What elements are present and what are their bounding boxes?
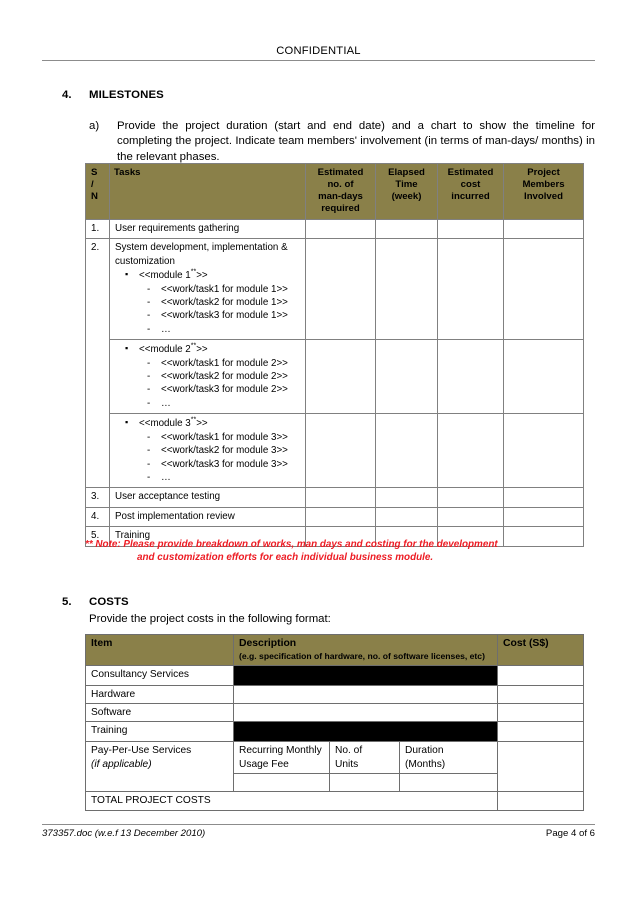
payperuse-cost[interactable] — [498, 742, 584, 792]
module-footnote-marker: ** — [190, 342, 197, 350]
total-project-costs-value[interactable] — [498, 792, 584, 810]
cell-estimated-cost[interactable] — [438, 220, 504, 239]
list-item: - <<work/task3 for module 2>> — [139, 383, 301, 396]
row-task-modules — [110, 340, 306, 414]
payperuse-subheader-duration — [400, 742, 498, 774]
payperuse-subheader-units — [330, 742, 400, 774]
costs-col-header-item-label: Item — [91, 638, 113, 649]
costs-row-cost[interactable] — [498, 722, 584, 742]
cell-project-members[interactable] — [504, 340, 584, 414]
table-row — [86, 685, 584, 703]
col-header-sn — [86, 164, 110, 220]
section-milestones-title: MILESTONES — [89, 89, 164, 101]
row-sn: 2. — [86, 239, 110, 488]
module-task-list — [139, 357, 301, 411]
list-item: - <<work/task1 for module 3>> — [139, 431, 301, 444]
row-sn: 5. — [86, 527, 110, 546]
col-header-sn-line2: / — [91, 179, 94, 190]
row-task: Training — [110, 527, 306, 546]
payperuse-subheader-units-line2: Units — [335, 758, 359, 770]
table-row — [86, 239, 584, 340]
col-header-cost-line1: Estimated — [447, 167, 494, 178]
payperuse-value-recurring-fee[interactable] — [234, 774, 330, 792]
confidential-label: CONFIDENTIAL — [276, 45, 361, 57]
footer-document-id: 373357.doc (w.e.f 13 December 2010) — [42, 828, 206, 839]
cell-elapsed-time[interactable] — [376, 220, 438, 239]
module-footnote-marker: ** — [190, 417, 197, 425]
costs-col-header-description-sub: (e.g. specification of hardware, no. of software licenses, etc) — [239, 651, 485, 662]
section-costs-heading — [0, 595, 637, 611]
costs-row-cost[interactable] — [498, 665, 584, 685]
table-row — [86, 340, 584, 414]
row-sn: 4. — [86, 507, 110, 526]
page-footer — [42, 824, 595, 839]
costs-row-item: Hardware — [86, 685, 234, 703]
costs-row-description-redacted[interactable] — [234, 665, 498, 685]
payperuse-note: (if applicable) — [91, 758, 152, 770]
cell-estimated-cost[interactable] — [438, 488, 504, 507]
module-list — [115, 343, 301, 410]
costs-col-header-cost — [498, 635, 584, 666]
footer-divider — [42, 824, 595, 825]
col-header-cost-line3: incurred — [451, 191, 490, 202]
section-milestones-number: 4. — [62, 89, 72, 101]
milestones-table-wrapper — [85, 163, 583, 547]
row-task: User acceptance testing — [110, 488, 306, 507]
list-item: - <<work/task1 for module 2>> — [139, 357, 301, 370]
milestones-table-head — [86, 164, 584, 220]
payperuse-value-units[interactable] — [330, 774, 400, 792]
module-label: <<module 3 — [139, 418, 191, 430]
payperuse-value-duration[interactable] — [400, 774, 498, 792]
costs-row-cost[interactable] — [498, 685, 584, 703]
col-header-mandays-line3: man-days — [318, 191, 363, 202]
module-label-suffix: >> — [196, 270, 208, 282]
module-label-suffix: >> — [196, 418, 208, 430]
row-sn: 1. — [86, 220, 110, 239]
cell-elapsed-time[interactable] — [376, 340, 438, 414]
costs-row-description[interactable] — [234, 685, 498, 703]
section-costs-number: 5. — [62, 596, 72, 608]
list-item — [115, 343, 301, 410]
footer-row — [42, 828, 595, 839]
cell-elapsed-time[interactable] — [376, 488, 438, 507]
table-row — [86, 414, 584, 488]
col-header-members-line2: Members — [522, 179, 565, 190]
list-item — [115, 417, 301, 484]
col-header-mandays-line4: required — [321, 203, 360, 214]
milestones-table-body — [86, 220, 584, 547]
list-item: - <<work/task3 for module 3>> — [139, 458, 301, 471]
row-task-title: System development, implementation & customization — [115, 242, 288, 267]
redaction-bar — [239, 724, 493, 739]
cell-elapsed-time[interactable] — [376, 507, 438, 526]
col-header-estimated-mandays — [306, 164, 376, 220]
milestones-header-row — [86, 164, 584, 220]
module-label-suffix: >> — [196, 344, 208, 356]
costs-row-item: Training — [86, 722, 234, 742]
total-project-costs-label: TOTAL PROJECT COSTS — [86, 792, 498, 810]
costs-row-description-redacted[interactable] — [234, 722, 498, 742]
list-item: - … — [139, 323, 301, 336]
payperuse-subheader-duration-line2: (Months) — [405, 758, 446, 770]
costs-col-header-description — [234, 635, 498, 666]
section-costs — [0, 595, 637, 627]
cell-project-members[interactable] — [504, 239, 584, 340]
costs-col-header-description-label: Description — [239, 638, 297, 649]
cell-elapsed-time[interactable] — [376, 414, 438, 488]
payperuse-subheader-duration-line1: Duration — [405, 745, 444, 757]
payperuse-subheader-recurring-fee-line1: Recurring Monthly — [239, 745, 322, 757]
cell-estimated-mandays[interactable] — [306, 507, 376, 526]
col-header-elapsed-time — [376, 164, 438, 220]
cell-estimated-mandays[interactable] — [306, 220, 376, 239]
section-costs-title: COSTS — [89, 596, 129, 608]
running-header — [42, 44, 595, 61]
module-task-list — [139, 283, 301, 337]
cell-estimated-cost[interactable] — [438, 507, 504, 526]
cell-project-members[interactable] — [504, 488, 584, 507]
table-row-total — [86, 792, 584, 810]
cell-estimated-cost[interactable] — [438, 414, 504, 488]
module-list — [115, 269, 301, 336]
costs-col-header-item — [86, 635, 234, 666]
milestones-note-line2: and customization efforts for each individual business module. — [137, 552, 434, 564]
module-footnote-marker: ** — [190, 268, 197, 276]
module-label: <<module 2 — [139, 344, 191, 356]
header-divider — [42, 60, 595, 61]
milestones-item-a-marker: a) — [89, 120, 100, 132]
list-item: - <<work/task2 for module 3>> — [139, 444, 301, 457]
table-row — [86, 722, 584, 742]
section-costs-intro: Provide the project costs in the following format: — [89, 613, 331, 625]
milestones-note — [85, 538, 585, 564]
table-row — [86, 507, 584, 526]
row-task-modules — [110, 414, 306, 488]
col-header-members-line3: Involved — [524, 191, 563, 202]
payperuse-label: Pay-Per-Use Services — [91, 745, 192, 757]
footer-page-number: Page 4 of 6 — [545, 828, 595, 839]
milestones-item-a — [89, 119, 595, 165]
col-header-sn-line1: S — [91, 167, 98, 178]
cell-estimated-mandays[interactable] — [306, 488, 376, 507]
costs-row-item: Consultancy Services — [86, 665, 234, 685]
cell-project-members[interactable] — [504, 414, 584, 488]
col-header-cost-line2: cost — [460, 179, 481, 190]
cell-estimated-cost[interactable] — [438, 340, 504, 414]
costs-header-row — [86, 635, 584, 666]
section-milestones — [0, 88, 637, 165]
col-header-sn-line3: N — [91, 191, 98, 202]
module-list — [115, 417, 301, 484]
costs-row-item-payperuse — [86, 742, 234, 792]
payperuse-subheader-units-line1: No. of — [335, 745, 363, 757]
cell-project-members[interactable] — [504, 220, 584, 239]
redaction-bar — [239, 668, 493, 683]
col-header-members-line1: Project — [527, 167, 560, 178]
col-header-project-members — [504, 164, 584, 220]
costs-row-cost[interactable] — [498, 704, 584, 722]
costs-row-description[interactable] — [234, 704, 498, 722]
costs-table-wrapper — [85, 634, 583, 811]
cell-elapsed-time[interactable] — [376, 239, 438, 340]
table-row — [86, 665, 584, 685]
module-task-list — [139, 431, 301, 485]
col-header-elapsed-line3: (week) — [391, 191, 422, 202]
milestones-item-a-text: Provide the project duration (start and end date) and a chart to show the timeline for completing the project. Indicate team members' involvement (in terms of man-days/ months) in the relevant phases. — [117, 120, 595, 163]
col-header-elapsed-line1: Elapsed — [388, 167, 425, 178]
payperuse-subheader-recurring-fee-line2: Usage Fee — [239, 758, 289, 770]
cell-estimated-cost[interactable] — [438, 239, 504, 340]
milestones-table — [85, 163, 584, 547]
col-header-tasks: Tasks — [110, 164, 306, 220]
cell-estimated-mandays[interactable] — [306, 239, 376, 340]
section-milestones-heading — [0, 88, 637, 104]
list-item: - <<work/task2 for module 1>> — [139, 296, 301, 309]
table-row-payperuse — [86, 742, 584, 774]
costs-table — [85, 634, 584, 811]
payperuse-subheader-recurring-fee — [234, 742, 330, 774]
list-item: - … — [139, 471, 301, 484]
table-row — [86, 220, 584, 239]
cell-estimated-mandays[interactable] — [306, 340, 376, 414]
table-row — [86, 488, 584, 507]
list-item: - <<work/task3 for module 1>> — [139, 309, 301, 322]
row-task: User requirements gathering — [110, 220, 306, 239]
row-task-modules — [110, 239, 306, 340]
costs-row-item: Software — [86, 704, 234, 722]
costs-table-body — [86, 635, 584, 811]
row-sn: 3. — [86, 488, 110, 507]
col-header-mandays-line1: Estimated — [317, 167, 364, 178]
list-item: - <<work/task2 for module 2>> — [139, 370, 301, 383]
milestones-note-line1: ** Note: Please provide breakdown of works, man days and costing for the development — [85, 539, 498, 550]
cell-project-members[interactable] — [504, 507, 584, 526]
row-task: Post implementation review — [110, 507, 306, 526]
module-label: <<module 1 — [139, 270, 191, 282]
col-header-mandays-line2: no. of — [327, 179, 354, 190]
list-item — [115, 269, 301, 336]
costs-col-header-cost-label: Cost (S$) — [503, 638, 549, 649]
table-row — [86, 704, 584, 722]
list-item: - <<work/task1 for module 1>> — [139, 283, 301, 296]
col-header-estimated-cost — [438, 164, 504, 220]
list-item: - … — [139, 397, 301, 410]
cell-estimated-mandays[interactable] — [306, 414, 376, 488]
col-header-elapsed-line2: Time — [395, 179, 418, 190]
